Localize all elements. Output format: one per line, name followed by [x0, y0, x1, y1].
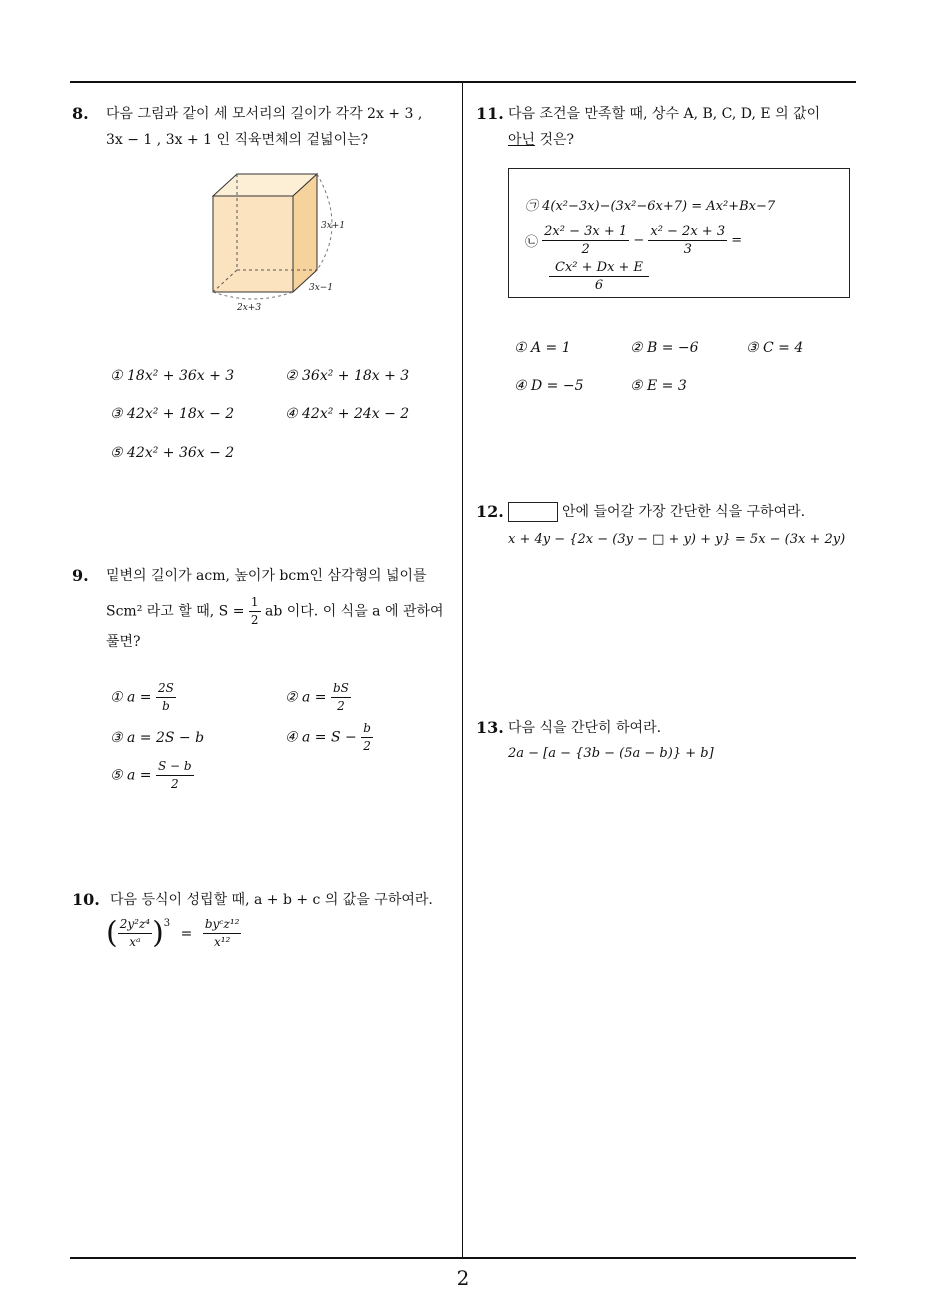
question-13-expression: 2a − [a − {3b − (5a − b)} + b]: [508, 746, 714, 761]
question-12-number: 12.: [476, 502, 504, 521]
q9-option-3[interactable]: ③ a = 2S − b: [110, 730, 205, 746]
fraction-denominator: 6: [594, 278, 604, 293]
fraction-denominator: x¹²: [213, 935, 231, 949]
equals-sign: =: [180, 925, 193, 942]
q9-option-4[interactable]: [285, 720, 373, 755]
question-10-equation: [106, 916, 241, 951]
condition-1: ㉠ 4(x²−3x)−(3x²−6x+7) = Ax²+Bx−7: [525, 199, 776, 214]
answer-blank-box: [508, 502, 558, 522]
minus-sign: −: [633, 233, 645, 248]
line2-rest: 것은?: [535, 132, 575, 148]
label-height: 3x+1: [321, 221, 346, 231]
page-number: 2: [456, 1266, 470, 1290]
q8-option-3[interactable]: ③ 42x² + 18x − 2: [110, 406, 235, 422]
condition-2: [525, 223, 742, 258]
question-8-text-line1: 다음 그림과 같이 세 모서리의 길이가 각각 2x + 3 ,: [106, 106, 423, 122]
condition-2-mark: ㉡: [525, 235, 539, 250]
q11-option-3[interactable]: ③ C = 4: [746, 340, 804, 356]
question-8: [72, 104, 457, 464]
fraction-numerator: byᶜz¹²: [203, 916, 242, 934]
question-9-text-line1: 밑변의 길이가 acm, 높이가 bcm인 삼각형의 넓이를: [106, 568, 427, 584]
question-9-text-line3: 풀면?: [106, 634, 141, 650]
q9-option-2[interactable]: [285, 680, 351, 715]
question-9-text-line2: [106, 594, 444, 629]
lhs-fraction: [118, 916, 152, 951]
question-10: [72, 890, 457, 970]
q11-option-2[interactable]: ② B = −6: [630, 340, 699, 356]
fraction-numerator: Cx² + Dx + E: [549, 259, 649, 277]
question-9-line2-post: ab 이다. 이 식을 a 에 관하여: [265, 603, 444, 620]
q11-option-5[interactable]: ⑤ E = 3: [630, 378, 687, 394]
option-prefix: ④ a = S −: [285, 729, 357, 746]
question-12-text-line1: [508, 502, 805, 522]
cuboid-figure: [207, 166, 367, 316]
question-10-text-line1: 다음 등식이 성립할 때, a + b + c 의 값을 구하여라.: [110, 892, 433, 908]
fraction-denominator: 2: [170, 777, 179, 791]
fraction-numerator: 2y²z⁴: [118, 916, 152, 934]
q9-option-1[interactable]: [110, 680, 176, 715]
option-fraction: [361, 720, 373, 755]
label-depth: 3x−1: [309, 283, 334, 293]
bottom-rule: [70, 1257, 856, 1259]
option-fraction: [156, 758, 194, 793]
question-11-text-line2: [508, 130, 574, 150]
question-8-text-line2: 3x − 1 , 3x + 1 인 직육면체의 겉넓이는?: [106, 132, 369, 148]
question-12: [476, 502, 861, 562]
top-rule: [70, 81, 856, 83]
question-9: [72, 566, 457, 806]
question-9-half-fraction: [249, 594, 261, 629]
question-13-number: 13.: [476, 718, 504, 737]
question-8-number: 8.: [72, 104, 89, 123]
left-paren: (: [106, 915, 118, 951]
q11-condition-box: [508, 168, 850, 298]
q9-option-5[interactable]: [110, 758, 194, 793]
question-10-number: 10.: [72, 890, 100, 909]
right-paren: ): [152, 915, 164, 951]
option-fraction: [331, 680, 351, 715]
lhs-exponent: 3: [163, 918, 171, 929]
question-12-instruction: 안에 들어갈 가장 간단한 식을 구하여라.: [562, 504, 806, 520]
rhs-fraction: [203, 916, 242, 951]
q8-option-1[interactable]: ① 18x² + 36x + 3: [110, 368, 235, 384]
fraction-numerator: 1: [249, 594, 261, 612]
condition-2-rhs: [549, 259, 649, 294]
q8-option-5[interactable]: ⑤ 42x² + 36x − 2: [110, 445, 235, 461]
question-11-number: 11.: [476, 104, 504, 123]
option-fraction: [156, 680, 176, 715]
column-divider: [462, 82, 463, 1258]
fraction-numerator: b: [361, 720, 373, 738]
fraction-denominator: b: [162, 699, 170, 713]
fraction-numerator: x² − 2x + 3: [650, 224, 726, 239]
fraction-denominator: 2: [250, 613, 259, 627]
question-13: [476, 718, 861, 778]
question-13-text-line1: 다음 식을 간단히 하여라.: [508, 720, 662, 736]
fraction-denominator: xᵃ: [129, 935, 141, 949]
option-prefix: ② a =: [285, 689, 327, 706]
underlined-emphasis: 아닌: [508, 132, 536, 148]
option-prefix: ① a =: [110, 689, 152, 706]
question-11-text-line1: 다음 조건을 만족할 때, 상수 A, B, C, D, E 의 값이: [508, 106, 821, 122]
fraction-numerator: 2S: [156, 680, 176, 698]
q8-option-4[interactable]: ④ 42x² + 24x − 2: [285, 406, 410, 422]
condition-2-fraction-1: [542, 223, 629, 258]
cuboid-front-face: [213, 196, 293, 292]
fraction-numerator: S − b: [156, 758, 194, 776]
q11-option-4[interactable]: ④ D = −5: [514, 378, 584, 394]
condition-2-fraction-2: [648, 223, 727, 258]
fraction-denominator: 3: [683, 242, 692, 257]
fraction-numerator: 2x² − 3x + 1: [544, 224, 628, 239]
question-12-equation: x + 4y − {2x − (3y − □ + y) + y} = 5x − (3x + 2y): [508, 532, 846, 547]
option-prefix: ⑤ a =: [110, 767, 152, 784]
condition-2-fraction-3: [549, 259, 649, 294]
q11-option-1[interactable]: ① A = 1: [514, 340, 571, 356]
q8-option-2[interactable]: ② 36x² + 18x + 3: [285, 368, 410, 384]
fraction-denominator: 2: [363, 739, 371, 753]
label-width: 2x+3: [237, 303, 262, 313]
question-9-number: 9.: [72, 566, 89, 585]
question-9-line2-pre: Scm² 라고 할 때, S =: [106, 603, 245, 620]
equals-sign: =: [731, 233, 743, 248]
fraction-denominator: 2: [581, 242, 590, 257]
fraction-denominator: 2: [337, 699, 345, 713]
fraction-numerator: bS: [331, 680, 351, 698]
width-dimension-arc: [213, 292, 293, 299]
